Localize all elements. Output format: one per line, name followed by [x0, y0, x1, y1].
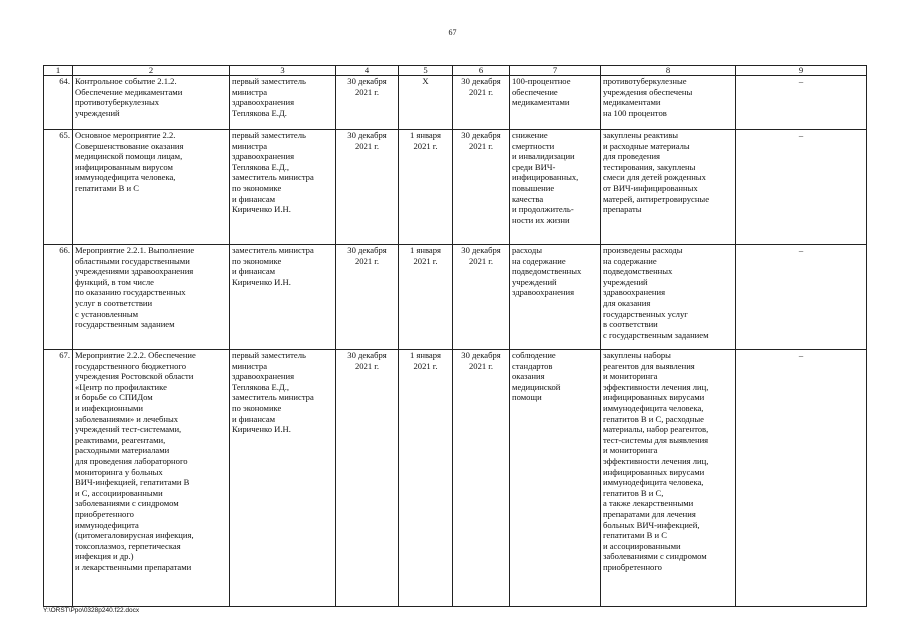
responsible-person: первый заместитель министра здравоохранения Теплякова Е.Д., заместитель министра по экономике и финансам Кириченко И.Н. [230, 130, 336, 245]
column-number: 2 [73, 66, 230, 76]
row-number: 65. [44, 130, 73, 245]
deviation-reasons: – [736, 76, 867, 130]
actual-result: закуплены наборы реагентов для выявления и мониторинга эффективности лечения лиц, инфицированных вирусами иммунодефицита человека, гепатитов В и С, расходные материалы, набор реагентов, тест-системы для выявления и мониторинга эффективности лечения лиц, инфицированных вирусами иммунодефицита человека, гепатитов В и С, а также лекарственными препаратами для лечения больных ВИЧ-инфекцией, гепатитами В и С и ассоциированными заболеваниями с синдромом приобретенного [601, 350, 736, 607]
planned-result: 100-процентное обеспечение медикаментами [510, 76, 601, 130]
actual-result: противотуберкулезные учреждения обеспечены медикаментами на 100 процентов [601, 76, 736, 130]
planned-end-date: 30 декабря 2021 г. [336, 245, 399, 350]
column-number: 7 [510, 66, 601, 76]
actual-end-date: 30 декабря 2021 г. [453, 245, 510, 350]
column-number: 8 [601, 66, 736, 76]
deviation-reasons: – [736, 130, 867, 245]
table-row [44, 350, 867, 607]
deviation-reasons: – [736, 350, 867, 607]
column-number-row [44, 66, 867, 76]
responsible-person: первый заместитель министра здравоохранения Теплякова Е.Д. [230, 76, 336, 130]
actual-result: закуплены реактивы и расходные материалы для проведения тестирования, закуплены смеси для детей рожденных от ВИЧ-инфицированных матерей, антиретровирусные препараты [601, 130, 736, 245]
actual-end-date: 30 декабря 2021 г. [453, 130, 510, 245]
row-number: 66. [44, 245, 73, 350]
planned-end-date: 30 декабря 2021 г. [336, 350, 399, 607]
planned-result: снижение смертности и инвалидизации среди ВИЧ- инфицированных, повышение качества и продолжитель- ности их жизни [510, 130, 601, 245]
responsible-person: первый заместитель министра здравоохранения Теплякова Е.Д., заместитель министра по экономике и финансам Кириченко И.Н. [230, 350, 336, 607]
column-number: 6 [453, 66, 510, 76]
planned-result: расходы на содержание подведомственных учреждений здравоохранения [510, 245, 601, 350]
row-number: 64. [44, 76, 73, 130]
planned-result: соблюдение стандартов оказания медицинской помощи [510, 350, 601, 607]
responsible-person: заместитель министра по экономике и финансам Кириченко И.Н. [230, 245, 336, 350]
actual-start-date: 1 января 2021 г. [399, 245, 453, 350]
column-number: 3 [230, 66, 336, 76]
event-name: Контрольное событие 2.1.2. Обеспечение медикаментами противотуберкулезных учреждений [73, 76, 230, 130]
table-row [44, 130, 867, 245]
table-row [44, 245, 867, 350]
event-name: Основное мероприятие 2.2. Совершенствование оказания медицинской помощи лицам, инфицированным вирусом иммунодефицита человека, гепатитами В и С [73, 130, 230, 245]
page-number: 67 [448, 28, 457, 37]
planned-end-date: 30 декабря 2021 г. [336, 130, 399, 245]
column-number: 1 [44, 66, 73, 76]
column-number: 5 [399, 66, 453, 76]
actual-end-date: 30 декабря 2021 г. [453, 76, 510, 130]
report-table [43, 65, 867, 607]
row-number: 67. [44, 350, 73, 607]
actual-result: произведены расходы на содержание подведомственных учреждений здравоохранения для оказания государственных услуг в соответствии с государственным заданием [601, 245, 736, 350]
column-number: 9 [736, 66, 867, 76]
actual-start-date: 1 января 2021 г. [399, 130, 453, 245]
actual-start-date: X [399, 76, 453, 130]
footer-file-path: Y:\ORST\Ppo\0328p240.f22.docx [43, 607, 140, 614]
column-number: 4 [336, 66, 399, 76]
table-row [44, 76, 867, 130]
actual-start-date: 1 января 2021 г. [399, 350, 453, 607]
deviation-reasons: – [736, 245, 867, 350]
actual-end-date: 30 декабря 2021 г. [453, 350, 510, 607]
event-name: Мероприятие 2.2.1. Выполнение областными государственными учреждениями здравоохранения функций, в том числе по оказанию государственных услуг в соответствии с установленным государственным заданием [73, 245, 230, 350]
event-name: Мероприятие 2.2.2. Обеспечение государственного бюджетного учреждения Ростовской области «Центр по профилактике и борьбе со СПИДом и инфекционными заболеваниями» и лечебных учреждений тест-системами, реактивами, реагентами, расходными материалами для проведения лабораторного мониторинга у больных ВИЧ-инфекцией, гепатитами В и С, ассоциированными заболеваниями с синдромом приобретенного иммунодефицита (цитомегаловирусная инфекция, токсоплазмоз, герпетическая инфекция и др.) и лекарственными препаратами [73, 350, 230, 607]
planned-end-date: 30 декабря 2021 г. [336, 76, 399, 130]
